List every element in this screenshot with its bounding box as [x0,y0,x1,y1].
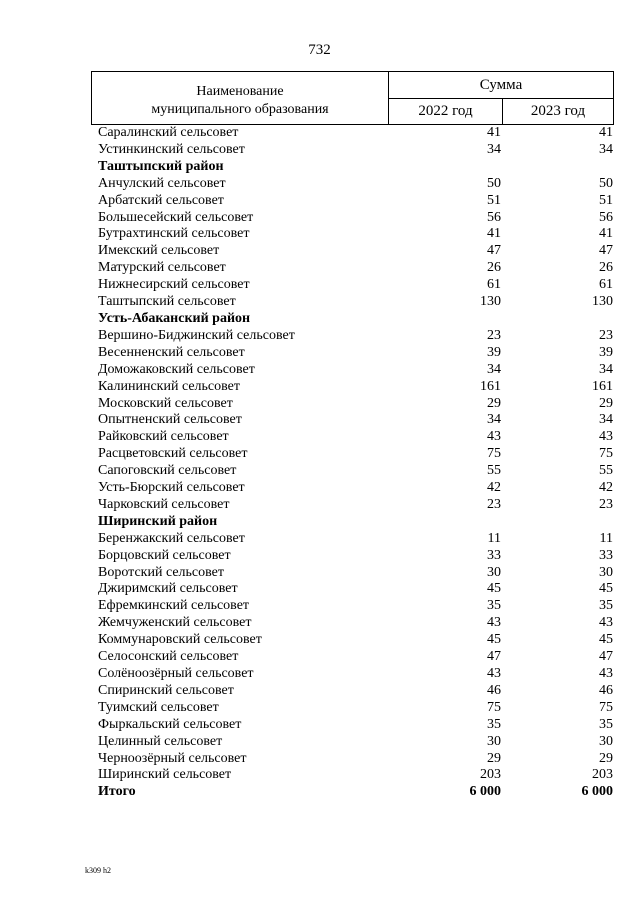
row-name: Черноозёрный сельсовет [98,750,247,766]
row-value-2022: 161 [480,378,501,394]
row-name: Доможаковский сельсовет [98,361,255,377]
row-name: Расцветовский сельсовет [98,446,248,462]
table-row [0,649,639,666]
row-name: Ширинский сельсовет [98,767,232,783]
row-value-2023: 45 [599,581,613,597]
row-name: Усть-Абаканский район [98,310,251,326]
row-name: Анчулский сельсовет [98,175,226,191]
table-row [0,581,639,598]
table-row [0,683,639,700]
table-row [0,277,639,294]
row-value-2022: 43 [487,666,501,681]
table-row [0,328,639,345]
row-name: Целинный сельсовет [98,733,223,749]
table-row-bold [0,311,639,328]
row-value-2023: 45 [599,632,613,648]
row-name: Устинкинский сельсовет [98,141,245,157]
row-name: Райковский сельсовет [98,429,229,445]
row-name: Опытненский сельсовет [98,412,242,428]
row-value-2023: 43 [599,429,613,445]
row-name: Селосонский сельсовет [98,649,239,665]
row-name: Туимский сельсовет [98,699,219,715]
table-row [0,565,639,582]
row-value-2022: 61 [487,277,501,293]
table-row [0,632,639,649]
year-2023-header: 2023 год [530,103,586,119]
row-name: Фыркальский сельсовет [98,716,242,732]
row-value-2023: 75 [599,699,613,715]
row-name: Ширинский район [98,513,218,529]
row-value-2022: 43 [487,615,501,631]
row-value-2023: 35 [599,598,613,614]
table-row [0,717,639,734]
table-row [0,598,639,615]
row-value-2022: 50 [487,175,501,191]
row-value-2022: 34 [487,361,501,377]
row-value-2022: 47 [487,243,501,259]
row-value-2023: 46 [599,682,613,698]
row-value-2023: 56 [599,209,613,225]
row-value-2023: 34 [599,412,613,428]
row-value-2023: 203 [592,767,613,783]
table-row [0,243,639,260]
row-value-2022: 75 [487,699,501,715]
row-value-2023: 11 [599,530,613,546]
row-name: Коммунаровский сельсовет [98,632,262,648]
table-row [0,345,639,362]
row-value-2023: 23 [599,327,613,343]
row-name: Таштыпский сельсовет [98,294,236,310]
row-value-2022: 45 [487,581,501,597]
table-row [0,480,639,497]
page-number: 732 [308,42,331,58]
name-column-header-line1: Наименование [196,84,284,99]
sum-column-header: Сумма [389,72,613,99]
row-value-2023: 75 [599,446,613,462]
name-column-header [92,72,389,124]
row-value-2023: 47 [599,649,613,665]
row-name: Вершино-Биджинский сельсовет [98,327,295,343]
table-body [0,125,639,801]
row-name: Нижнесирский сельсовет [98,277,250,293]
row-value-2023: 26 [599,260,613,276]
row-value-2023: 41 [599,125,613,140]
row-value-2022: 41 [487,125,501,140]
table-row [0,396,639,413]
row-value-2023: 35 [599,716,613,732]
row-name: Джиримский сельсовет [98,581,238,597]
row-value-2023: 50 [599,175,613,191]
row-name: Спиринский сельсовет [98,682,234,698]
row-name: Итого [98,784,136,800]
table-row [0,226,639,243]
row-value-2022: 6 000 [469,784,501,800]
row-name: Матурский сельсовет [98,260,226,276]
row-value-2022: 43 [487,429,501,445]
table-row [0,700,639,717]
table-row [0,379,639,396]
row-name: Калининский сельсовет [98,378,240,394]
row-value-2023: 6 000 [581,784,613,800]
row-name: Московский сельсовет [98,395,233,411]
row-value-2022: 11 [487,530,501,546]
row-value-2023: 34 [599,141,613,157]
row-value-2023: 61 [599,277,613,293]
row-name: Ефремкинский сельсовет [98,598,250,614]
row-value-2023: 47 [599,243,613,259]
row-name: Солёноозёрный сельсовет [98,666,254,681]
table-row [0,176,639,193]
row-value-2022: 55 [487,463,501,479]
row-value-2023: 130 [592,294,613,310]
table-row [0,125,639,142]
row-value-2022: 34 [487,412,501,428]
row-value-2022: 130 [480,294,501,310]
row-value-2022: 75 [487,446,501,462]
row-value-2022: 39 [487,344,501,360]
table-row [0,615,639,632]
row-value-2023: 34 [599,361,613,377]
row-value-2023: 29 [599,395,613,411]
row-value-2022: 35 [487,598,501,614]
row-name: Чарковский сельсовет [98,496,230,512]
row-name: Жемчуженский сельсовет [98,615,252,631]
row-value-2022: 34 [487,141,501,157]
table-row [0,362,639,379]
row-value-2023: 161 [592,378,613,394]
table-row [0,531,639,548]
row-value-2022: 47 [487,649,501,665]
table-row [0,497,639,514]
table-row [0,193,639,210]
row-value-2022: 35 [487,716,501,732]
row-name: Арбатский сельсовет [98,192,224,208]
table-row [0,294,639,311]
row-value-2022: 33 [487,547,501,563]
footer-code: k309 h2 [85,866,111,875]
row-value-2023: 43 [599,666,613,681]
table-row [0,751,639,768]
table-row [0,429,639,446]
table-row [0,463,639,480]
row-value-2023: 42 [599,480,613,496]
row-name: Усть-Бюрский сельсовет [98,480,245,496]
table-row [0,446,639,463]
table-row-bold [0,159,639,176]
row-value-2022: 203 [480,767,501,783]
year-2022-header: 2022 год [389,99,503,124]
row-value-2023: 29 [599,750,613,766]
row-value-2023: 33 [599,547,613,563]
row-value-2022: 23 [487,327,501,343]
table-row [0,767,639,784]
row-name: Таштыпский район [98,158,224,174]
row-value-2022: 30 [487,564,501,580]
table-header [91,71,614,125]
row-value-2023: 51 [599,192,613,208]
table-row-bold [0,784,639,801]
row-value-2022: 30 [487,733,501,749]
row-value-2023: 30 [599,564,613,580]
row-value-2023: 43 [599,615,613,631]
row-value-2023: 30 [599,733,613,749]
row-name: Беренжакский сельсовет [98,530,245,546]
row-name: Саралинский сельсовет [98,125,239,140]
row-value-2022: 45 [487,632,501,648]
row-value-2022: 26 [487,260,501,276]
row-value-2023: 41 [599,226,613,242]
row-value-2022: 46 [487,682,501,698]
table-row [0,666,639,683]
table-row [0,734,639,751]
table-row [0,412,639,429]
table-row [0,260,639,277]
row-value-2022: 51 [487,192,501,208]
row-value-2023: 39 [599,344,613,360]
table-row [0,548,639,565]
row-name: Сапоговский сельсовет [98,463,237,479]
row-name: Весенненский сельсовет [98,344,245,360]
row-name: Борцовский сельсовет [98,547,231,563]
row-name: Большесейский сельсовет [98,209,254,225]
name-column-header-line2: муниципального образования [151,102,329,117]
row-value-2023: 55 [599,463,613,479]
table-row [0,142,639,159]
row-value-2022: 42 [487,480,501,496]
row-value-2022: 29 [487,395,501,411]
row-value-2022: 56 [487,209,501,225]
table-row-bold [0,514,639,531]
row-value-2023: 23 [599,496,613,512]
table-row [0,210,639,227]
row-name: Воротский сельсовет [98,564,224,580]
row-value-2022: 29 [487,750,501,766]
row-value-2022: 23 [487,496,501,512]
row-value-2022: 41 [487,226,501,242]
row-name: Имекский сельсовет [98,243,220,259]
row-name: Бутрахтинский сельсовет [98,226,250,242]
